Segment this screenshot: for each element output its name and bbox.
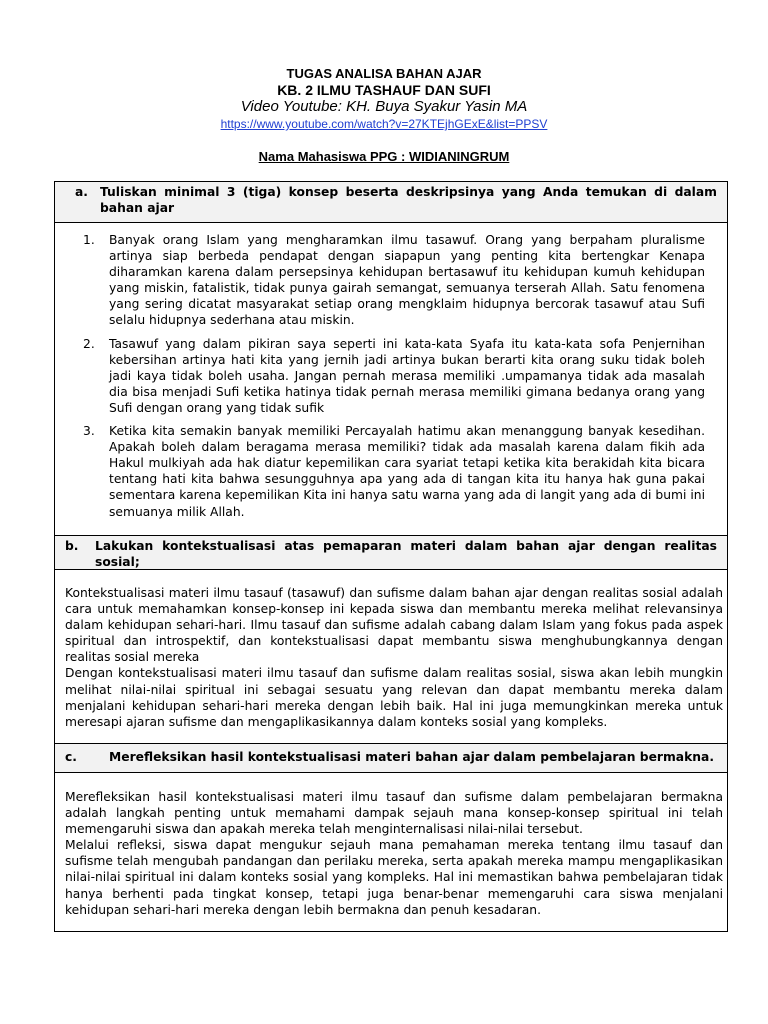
- section-c-label: c.: [65, 750, 77, 764]
- youtube-link[interactable]: https://www.youtube.com/watch?v=27KTEjhGExE&list=PPSV: [220, 117, 548, 131]
- list-item: [83, 423, 705, 520]
- section-b-title: Lakukan kontekstualisasi atas pemaparan materi dalam bahan ajar dengan realitas sosial;: [95, 539, 717, 569]
- list-item-number: 1.: [83, 233, 95, 247]
- section-b-header: [55, 535, 727, 570]
- list-item-text: Ketika kita semakin banyak memiliki Percayalah hatimu akan menanggung banyak kesedihan. Apakah boleh dalam beragama merasa memiliki? tidak ada masalah karena dalam fikih ada Hakul mulkiyah ada hak diatur kepemilikan cara syariat tetapi ketika kita berakidah kita bicara tentang hati kita bahwa sesungguhnya apa yang ada di tangan kita itu hanya hak guna pakai sementara karena kepemilikan Kita ini hanya satu warna yang ada di langit yang ada di bumi ini semuanya milik Allah.: [109, 424, 705, 519]
- list-item: [83, 232, 705, 329]
- list-item-number: 3.: [83, 424, 95, 439]
- student-name: Nama Mahasiswa PPG : WIDIANINGRUM: [258, 149, 510, 164]
- paragraph: Kontekstualisasi materi ilmu tasauf (tasawuf) dan sufisme dalam bahan ajar dengan realitas sosial adalah cara untuk memahamkan konsep-konsep ini kepada siswa dan membantu mereka melihat relevansinya dalam kehidupan sehari-hari. Ilmu tasauf dan sufisme adalah cabang dalam Islam yang fokus pada aspek spiritual dan introspektif, dan kontekstualisasi dapat membantu siswa menghubungkannya dengan realitas sosial mereka: [65, 586, 723, 665]
- list-item-text: Banyak orang Islam yang mengharamkan ilmu tasawuf. Orang yang berpaham pluralisme artinya siap berbeda pendapat dengan siapapun yang penting kita bertengkar Kenapa diharamkan karena dalam persepsinya kehidupan bertasawuf itu kehidupan kumuh kehidupan yang miskin, fatalistik, tidak punya gairah semangat, semuanya terserah Allah. Satu fenomena yang sering dicatat masyarakat setiap orang mengklaim hidupnya bercorak tasawuf atau Sufi selalu hidupnya sederhana atau miskin.: [109, 233, 705, 328]
- concept-list: [83, 232, 705, 527]
- section-c-header: [55, 743, 727, 773]
- section-a-header: [55, 182, 727, 223]
- document-header: [0, 66, 768, 132]
- paragraph: Melalui refleksi, siswa dapat mengukur sejauh mana pemahaman mereka tentang ilmu tasauf dan sufisme telah mengubah pandangan dan perilaku mereka, serta apakah mereka mampu mengaplikasikan nilai-nilai spiritual ini dalam konteks sosial yang kompleks. Hal ini memastikan bahwa pembelajaran tidak hanya berhenti pada tingkat konsep, tetapi juga benar-benar memengaruhi cara siswa menjalani kehidupan sehari-hari mereka dengan lebih bermakna dan penuh kesadaran.: [65, 838, 723, 917]
- section-b-body: [65, 585, 723, 730]
- section-c-title: Merefleksikan hasil kontekstualisasi materi bahan ajar dalam pembelajaran bermakna.: [109, 750, 714, 764]
- paragraph: Dengan kontekstualisasi materi ilmu tasauf dan sufisme dalam realitas sosial, siswa akan lebih mungkin melihat nilai-nilai spiritual ini sebagai sesuatu yang relevan dan dapat membantu mereka dalam menjalani kehidupan sehari-hari mereka dengan lebih baik. Hal ini juga memungkinkan mereka untuk meresapi ajaran sufisme dan mengaplikasikannya dalam konteks sosial yang kompleks.: [65, 666, 723, 729]
- assignment-title: TUGAS ANALISA BAHAN AJAR: [286, 66, 482, 81]
- paragraph: Merefleksikan hasil kontekstualisasi materi ilmu tasauf dan sufisme dalam pembelajaran bermakna adalah langkah penting untuk memahami dampak sejauh mana konsep-konsep spiritual ini telah memengaruhi siswa dan apakah mereka telah menginternalisasi nilai-nilai tersebut.: [65, 790, 723, 837]
- section-c-body: [65, 789, 723, 918]
- section-b-label: b.: [65, 539, 79, 553]
- section-a-label: a.: [75, 185, 88, 199]
- module-title: KB. 2 ILMU TASHAUF DAN SUFI: [277, 82, 491, 98]
- video-source: Video Youtube: KH. Buya Syakur Yasin MA: [240, 98, 528, 115]
- assignment-table: [54, 181, 728, 932]
- section-a-title: Tuliskan minimal 3 (tiga) konsep beserta deskripsinya yang Anda temukan di dalam bahan ajar: [100, 185, 717, 215]
- list-item-number: 2.: [83, 336, 95, 351]
- list-item: [83, 336, 705, 416]
- list-item-text: Tasawuf yang dalam pikiran saya seperti ini kata-kata Syafa itu kata-kata sofa Penjernihan kebersihan artinya hati kita yang jernih jadi artinya bukan berarti kita orang suku tidak boleh jadi kaya tidak boleh usaha. Jangan pernah merasa memiliki .umpamanya tidak ada masalah dia bisa menjadi Sufi ketika hatinya tidak pernah merasa memiliki gimana bedanya orang yang Sufi dengan orang yang tidak sufik: [109, 336, 705, 415]
